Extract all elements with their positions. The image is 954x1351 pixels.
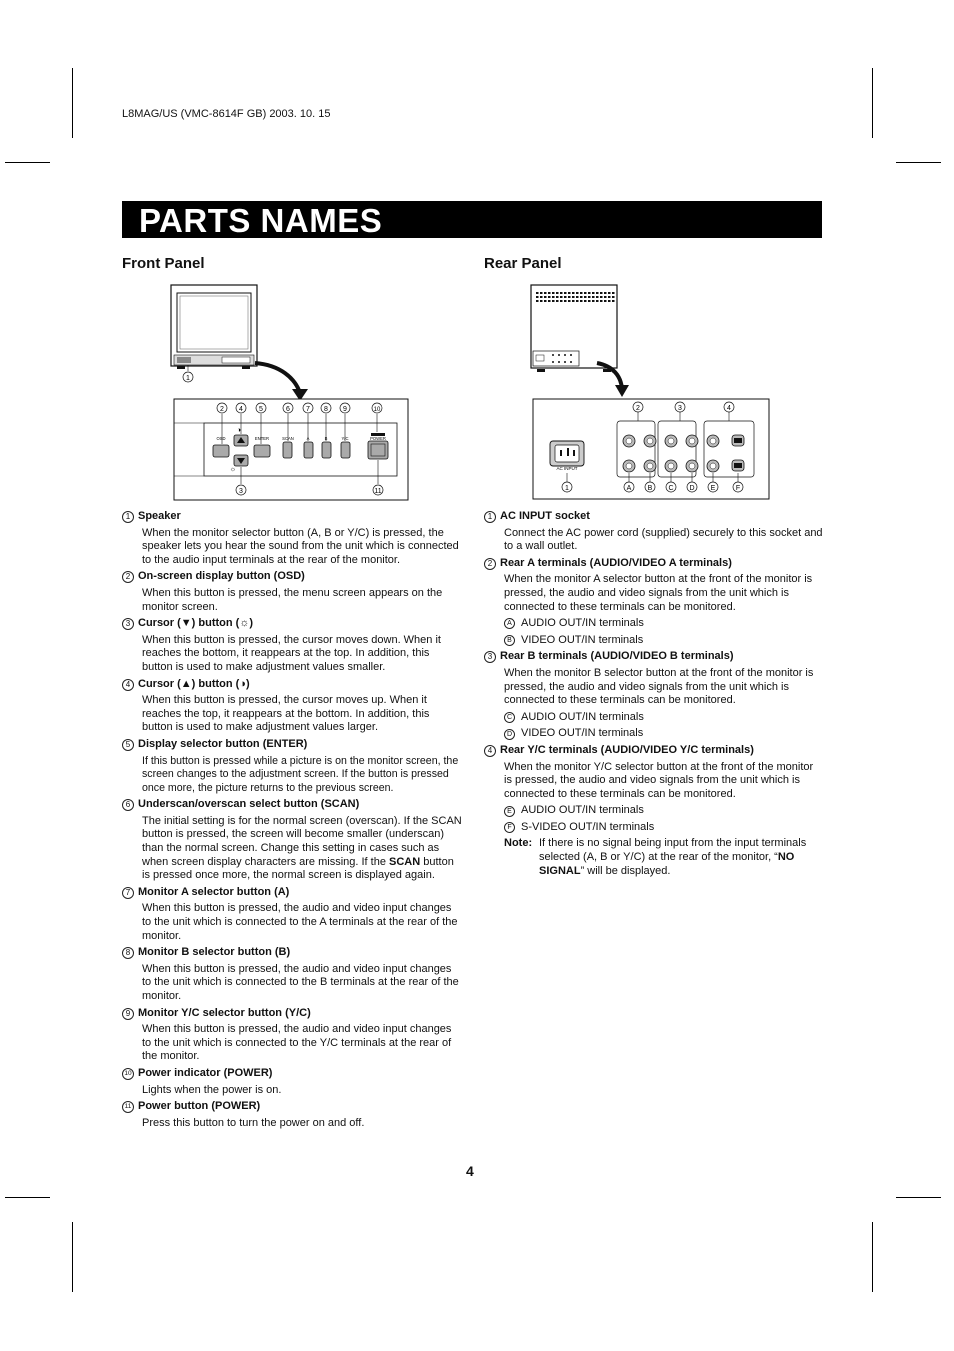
item-heading xyxy=(122,946,462,960)
item-title: Speaker xyxy=(138,510,181,522)
item-number: 11 xyxy=(122,1101,134,1113)
front-item-7 xyxy=(122,886,462,943)
callout-8: 8 xyxy=(324,406,328,413)
item-description: When the monitor Y/C selector button at the front of the monitor is pressed, the audio and video signals from the unit which is connected to these terminals can be monitored. xyxy=(504,760,814,800)
rear-item-1 xyxy=(484,510,824,554)
item-number: 8 xyxy=(122,947,134,959)
crop-mark xyxy=(896,1197,941,1198)
terminal-letter: E xyxy=(504,806,515,817)
front-panel-heading: Front Panel xyxy=(122,255,205,272)
note-emphasis: NO SIGNAL xyxy=(539,851,795,877)
callout-rear-1: 1 xyxy=(565,485,569,492)
title-part: Cursor ( xyxy=(138,617,181,630)
button-label: B xyxy=(324,436,328,441)
terminal-description: AUDIO OUT/IN terminals xyxy=(521,617,644,630)
title-part: ) xyxy=(245,677,250,690)
item-title: Monitor Y/C selector button (Y/C) xyxy=(138,1006,311,1019)
rear-panel-diagram xyxy=(525,283,775,503)
callout-4: 4 xyxy=(239,406,243,413)
terminal-subitem xyxy=(504,711,824,725)
callout-1: 1 xyxy=(186,375,190,382)
item-title: Power indicator (POWER) xyxy=(138,1066,273,1079)
callout-rear-2: 2 xyxy=(636,405,640,412)
terminal-letter: A xyxy=(504,618,515,629)
brightness-icon: ◑ xyxy=(239,677,246,690)
item-title: AC INPUT socket xyxy=(500,510,590,522)
item-number: 3 xyxy=(122,618,134,630)
item-number: 2 xyxy=(122,571,134,583)
callout-rear-3: 3 xyxy=(678,405,682,412)
terminal-letter: B xyxy=(504,635,515,646)
description-part: button is pressed once more, the normal screen is displayed again. xyxy=(142,855,454,882)
item-description: When the monitor B selector button at the front of the monitor is pressed, the audio and video signals from the unit which is connected to these terminals can be monitored. xyxy=(504,666,814,707)
item-title: Underscan/overscan select button (SCAN) xyxy=(138,798,360,811)
callout-letter-E: E xyxy=(710,485,716,492)
item-heading xyxy=(122,1100,462,1114)
title-part: ) button ( xyxy=(191,617,240,630)
callout-2: 2 xyxy=(220,406,224,413)
callout-5: 5 xyxy=(259,406,263,413)
scan-button-shape xyxy=(283,442,292,458)
terminal-letter: F xyxy=(504,822,515,833)
button-label: POWER xyxy=(370,436,386,441)
callout-11: 11 xyxy=(374,488,382,495)
front-item-5 xyxy=(122,738,462,795)
item-number: 1 xyxy=(484,511,496,523)
callout-letter-F: F xyxy=(735,485,741,492)
front-item-1 xyxy=(122,510,462,567)
crop-mark xyxy=(72,68,73,138)
description-part: The initial setting is for the normal screen (overscan). If the SCAN button is pressed, the screen will become smaller (underscan) than the normal screen. Change this setting in cases such as when screen display characters are missing. If the xyxy=(142,814,462,868)
item-description: When this button is pressed, the audio and video input changes to the unit which is connected to the Y/C terminals at the rear of the monitor. xyxy=(142,1023,452,1063)
crop-mark xyxy=(5,162,50,163)
terminal-subitem xyxy=(504,617,824,631)
callout-rear-4: 4 xyxy=(727,405,731,412)
terminal-description: AUDIO OUT/IN terminals xyxy=(521,804,644,817)
item-number: 4 xyxy=(122,679,134,691)
cursor-arrow-icon: ▼ xyxy=(180,617,192,630)
item-description: Press this button to turn the power on and off. xyxy=(142,1116,365,1129)
svg-text:☼: ☼ xyxy=(229,466,237,473)
item-number: 10 xyxy=(122,1068,134,1080)
item-description: When this button is pressed, the cursor moves up. When it reaches the top, it reappears at the bottom. In addition, this button is used to make adjustment values larger. xyxy=(142,694,430,734)
terminal-subitem xyxy=(504,821,824,835)
item-description: When the monitor A selector button at the front of the monitor is pressed, the audio and video signals from the unit which is connected to these terminals can be monitored. xyxy=(504,573,813,613)
item-description: Connect the AC power cord (supplied) securely to this socket and to a wall outlet. xyxy=(504,526,823,553)
rear-panel-descriptions xyxy=(484,510,824,878)
ac-input-label: AC INPUT xyxy=(556,466,578,471)
b-button-shape xyxy=(322,442,331,458)
title-bar xyxy=(122,201,822,238)
terminal-description: S-VIDEO OUT/IN terminals xyxy=(521,820,655,833)
front-item-11 xyxy=(122,1100,462,1130)
page-number: 4 xyxy=(466,1163,474,1179)
item-description xyxy=(142,815,462,883)
item-heading xyxy=(484,510,824,524)
button-label: A xyxy=(306,436,310,441)
item-title: Rear A terminals (AUDIO/VIDEO A terminals) xyxy=(500,556,732,569)
terminal-description: AUDIO OUT/IN terminals xyxy=(521,710,644,723)
item-number: 1 xyxy=(122,511,134,523)
svg-text:◑: ◑ xyxy=(236,427,242,434)
title-part: ) xyxy=(249,617,254,630)
item-description: When this button is pressed, the audio and video input changes to the unit which is connected to the A terminals at the rear of the monitor. xyxy=(142,902,458,942)
rear-item-4 xyxy=(484,744,824,835)
callout-7: 7 xyxy=(306,406,310,413)
callout-letter-B: B xyxy=(647,485,653,492)
item-heading xyxy=(484,650,824,664)
item-title: On-screen display button (OSD) xyxy=(138,570,305,583)
item-heading xyxy=(122,886,462,900)
callout-letter-D: D xyxy=(689,485,695,492)
front-item-8 xyxy=(122,946,462,1003)
item-number: 2 xyxy=(484,558,496,570)
terminal-letter: C xyxy=(504,712,515,723)
front-panel-descriptions xyxy=(122,510,462,1133)
enter-button-shape xyxy=(254,445,270,457)
callout-letter-A: A xyxy=(626,485,632,492)
front-item-6 xyxy=(122,798,462,883)
crop-mark xyxy=(872,1222,873,1292)
item-description: When this button is pressed, the menu screen appears on the monitor screen. xyxy=(142,586,443,613)
item-number: 6 xyxy=(122,799,134,811)
document-code: L8MAG/US (VMC-8614F GB) 2003. 10. 15 xyxy=(122,108,331,120)
callout-6: 6 xyxy=(286,406,290,413)
rear-item-2 xyxy=(484,557,824,648)
page-title: PARTS NAMES xyxy=(139,202,383,239)
item-title: Monitor A selector button (A) xyxy=(138,885,290,898)
note-text xyxy=(539,837,824,878)
front-item-4 xyxy=(122,678,462,735)
terminal-subitem xyxy=(504,727,824,741)
callout-3: 3 xyxy=(239,488,243,495)
description-emphasis: SCAN xyxy=(389,855,421,868)
power-indicator-shape xyxy=(371,433,385,436)
item-heading xyxy=(122,798,462,812)
rear-panel-heading: Rear Panel xyxy=(484,255,562,272)
brightness-icon: ☼ xyxy=(239,617,250,630)
terminal-subitem xyxy=(504,804,824,818)
osd-button-shape xyxy=(213,445,229,457)
item-heading xyxy=(122,738,462,752)
item-title: Rear B terminals (AUDIO/VIDEO B terminals) xyxy=(500,650,734,663)
item-heading xyxy=(122,510,462,524)
button-label: SCAN xyxy=(282,436,294,441)
callout-9: 9 xyxy=(343,406,347,413)
item-heading xyxy=(122,617,462,631)
callout-letter-C: C xyxy=(668,485,674,492)
item-number: 3 xyxy=(484,651,496,663)
item-heading xyxy=(122,1067,462,1081)
item-number: 5 xyxy=(122,739,134,751)
item-description: When this button is pressed, the audio and video input changes to the unit which is connected to the B terminals at the rear of the monitor. xyxy=(142,962,459,1002)
crop-mark xyxy=(72,1222,73,1292)
item-number: 4 xyxy=(484,745,496,757)
item-heading xyxy=(122,1007,462,1021)
item-title: Power button (POWER) xyxy=(138,1100,261,1113)
front-panel-diagram xyxy=(160,283,420,503)
terminal-subitem xyxy=(504,634,824,648)
terminal-description: VIDEO OUT/IN terminals xyxy=(521,633,644,646)
button-label: ENTER xyxy=(254,436,270,441)
item-number: 7 xyxy=(122,887,134,899)
item-title xyxy=(138,678,250,692)
yc-button-shape xyxy=(341,442,350,458)
button-label: Y/C xyxy=(341,436,349,441)
front-item-10 xyxy=(122,1067,462,1097)
a-button-shape xyxy=(304,442,313,458)
button-label: OSD xyxy=(216,436,226,441)
item-description: When the monitor selector button (A, B or Y/C) is pressed, the speaker lets you hear the sound from the unit which is connected to the audio input terminals at the rear of the monitor. xyxy=(142,526,459,566)
item-title xyxy=(138,617,253,631)
item-title: Monitor B selector button (B) xyxy=(138,946,291,959)
front-item-9 xyxy=(122,1007,462,1064)
note-label: Note: xyxy=(504,837,533,850)
note-part: ” will be displayed. xyxy=(580,864,671,877)
cursor-arrow-icon: ▲ xyxy=(180,677,192,690)
rear-item-3 xyxy=(484,650,824,741)
terminal-description: VIDEO OUT/IN terminals xyxy=(521,727,644,740)
item-heading xyxy=(122,678,462,692)
note-part: If there is no signal being input from the input terminals selected (A, B or Y/C) at the rear of the monitor, “ xyxy=(539,837,807,864)
item-description: Lights when the power is on. xyxy=(142,1083,282,1096)
item-title: Rear Y/C terminals (AUDIO/VIDEO Y/C terminals) xyxy=(500,743,754,756)
crop-mark xyxy=(872,68,873,138)
item-number: 9 xyxy=(122,1008,134,1020)
item-heading xyxy=(484,744,824,758)
item-heading xyxy=(484,557,824,571)
terminal-letter: D xyxy=(504,729,515,740)
item-description: If this button is pressed while a picture is on the monitor screen, the screen changes to the adjustment screen. If the button is pressed once more, the picture returns to the previous screen. xyxy=(142,754,459,794)
item-heading xyxy=(122,570,462,584)
title-part: Cursor ( xyxy=(138,677,181,690)
item-description: When this button is pressed, the cursor moves down. When it reaches the bottom, it reappears at the top. In addition, this button is used to make adjustment values smaller. xyxy=(142,633,441,673)
crop-mark xyxy=(896,162,941,163)
note xyxy=(504,837,824,878)
front-item-2 xyxy=(122,570,462,614)
crop-mark xyxy=(5,1197,50,1198)
title-part: ) button ( xyxy=(191,677,240,690)
front-item-3 xyxy=(122,617,462,674)
callout-10: 10 xyxy=(373,407,381,413)
item-title: Display selector button (ENTER) xyxy=(138,737,308,750)
